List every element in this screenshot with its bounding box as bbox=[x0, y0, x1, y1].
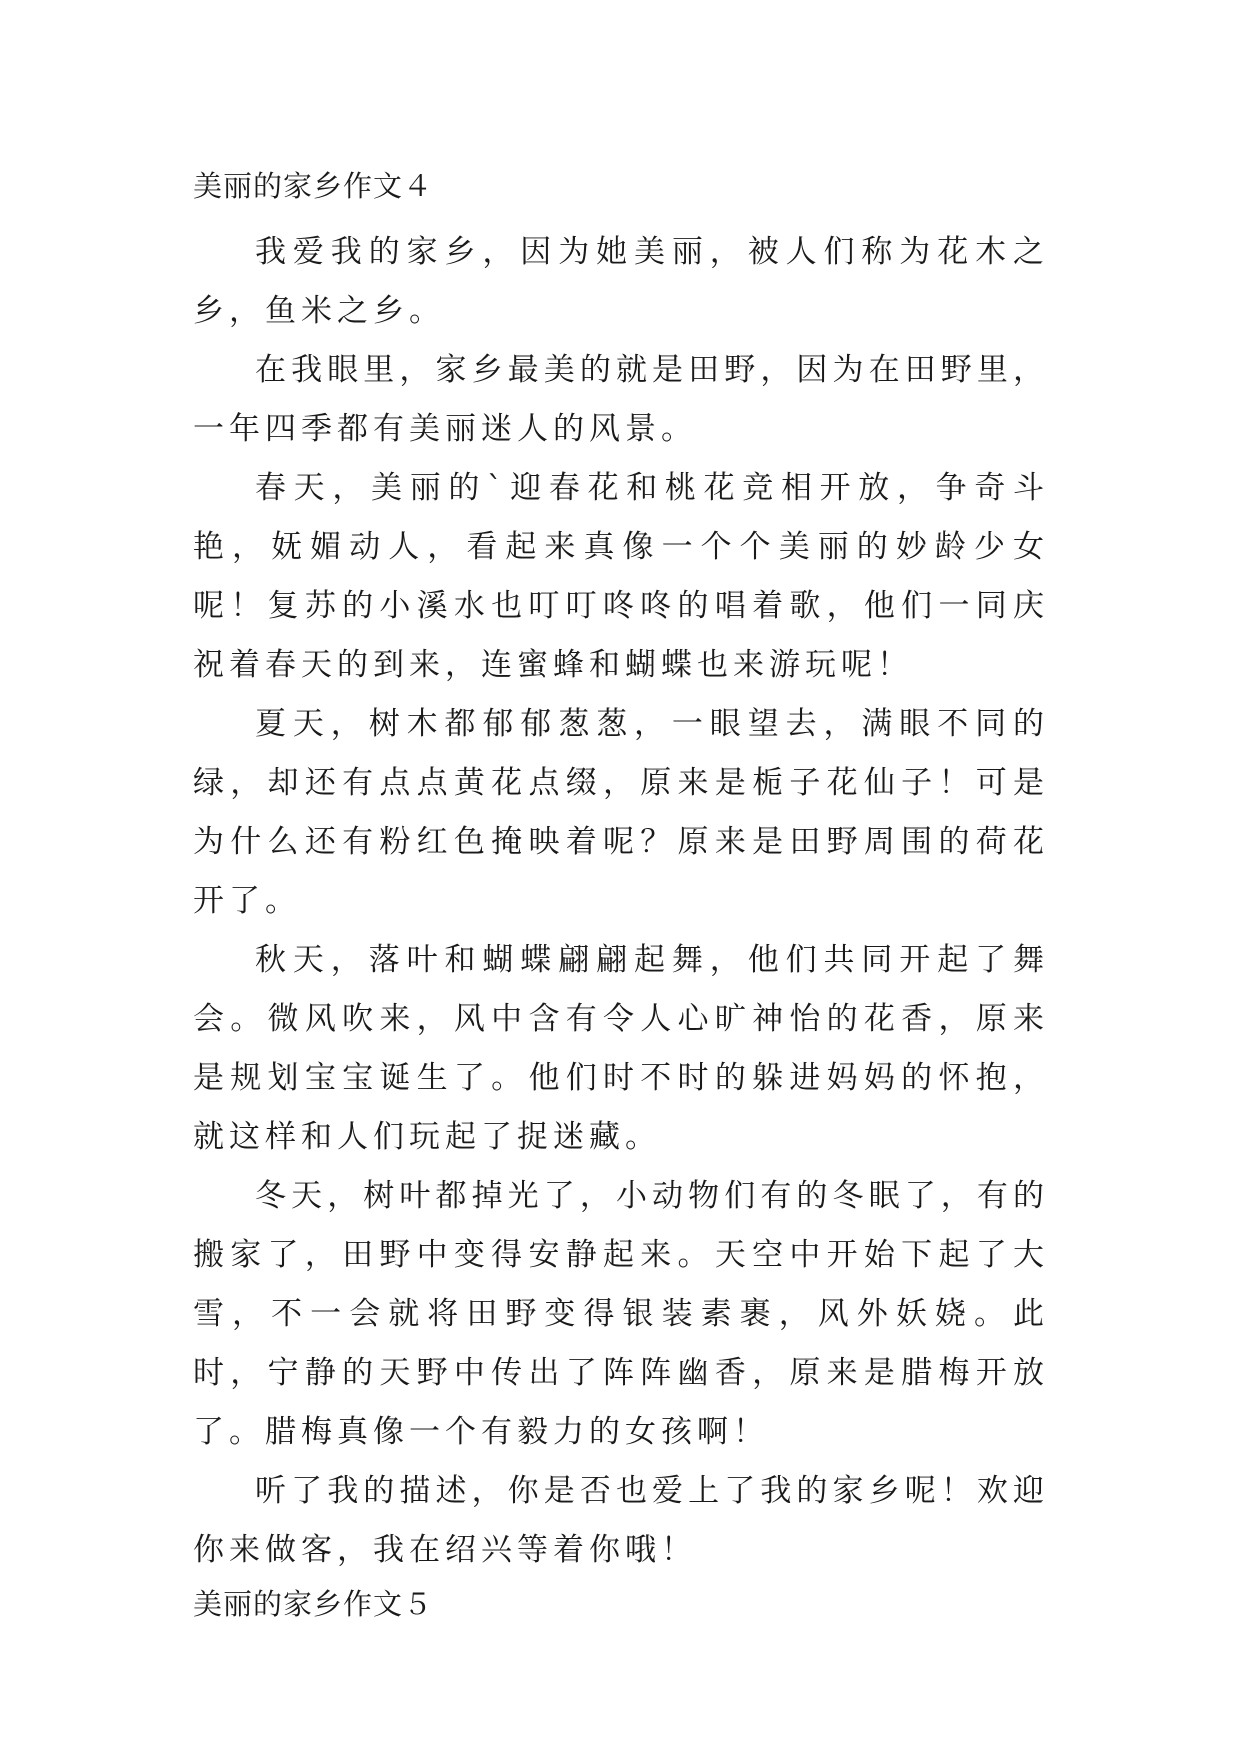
paragraph-intro: 我爱我的家乡，因为她美丽，被人们称为花木之乡，鱼米之乡。 bbox=[193, 234, 1049, 329]
essay-title-4: 美丽的家乡作文４ bbox=[193, 169, 434, 203]
paragraph-autumn: 秋天，落叶和蝴蝶翩翩起舞，他们共同开起了舞会。微风吹来，风中含有令人心旷神怡的花香，原来是规划宝宝诞生了。他们时不时的躲进妈妈的怀抱，就这样和人们玩起了捉迷藏。 bbox=[193, 942, 1049, 1155]
paragraph-spring: 春天，美丽的`迎春花和桃花竞相开放，争奇斗艳，妩媚动人，看起来真像一个个美丽的妙龄少女呢！复苏的小溪水也叮叮咚咚的唱着歌，他们一同庆祝着春天的到来，连蜜蜂和蝴蝶也来游玩呢！ bbox=[193, 470, 1049, 683]
paragraph-fields: 在我眼里，家乡最美的就是田野，因为在田野里，一年四季都有美丽迷人的风景。 bbox=[193, 352, 1049, 447]
essay-title-5: 美丽的家乡作文５ bbox=[193, 1587, 434, 1621]
paragraph-winter: 冬天，树叶都掉光了，小动物们有的冬眠了，有的搬家了，田野中变得安静起来。天空中开始下起了大雪，不一会就将田野变得银装素裹，风外妖娆。此时，宁静的天野中传出了阵阵幽香，原来是腊梅开放了。腊梅真像一个有毅力的女孩啊！ bbox=[193, 1178, 1049, 1450]
document-body bbox=[193, 162, 1049, 1629]
paragraph-summer: 夏天，树木都郁郁葱葱，一眼望去，满眼不同的绿，却还有点点黄花点缀，原来是栀子花仙子！可是为什么还有粉红色掩映着呢？原来是田野周围的荷花开了。 bbox=[193, 706, 1049, 919]
paragraph-closing: 听了我的描述，你是否也爱上了我的家乡呢！欢迎你来做客，我在绍兴等着你哦！ bbox=[193, 1473, 1049, 1568]
